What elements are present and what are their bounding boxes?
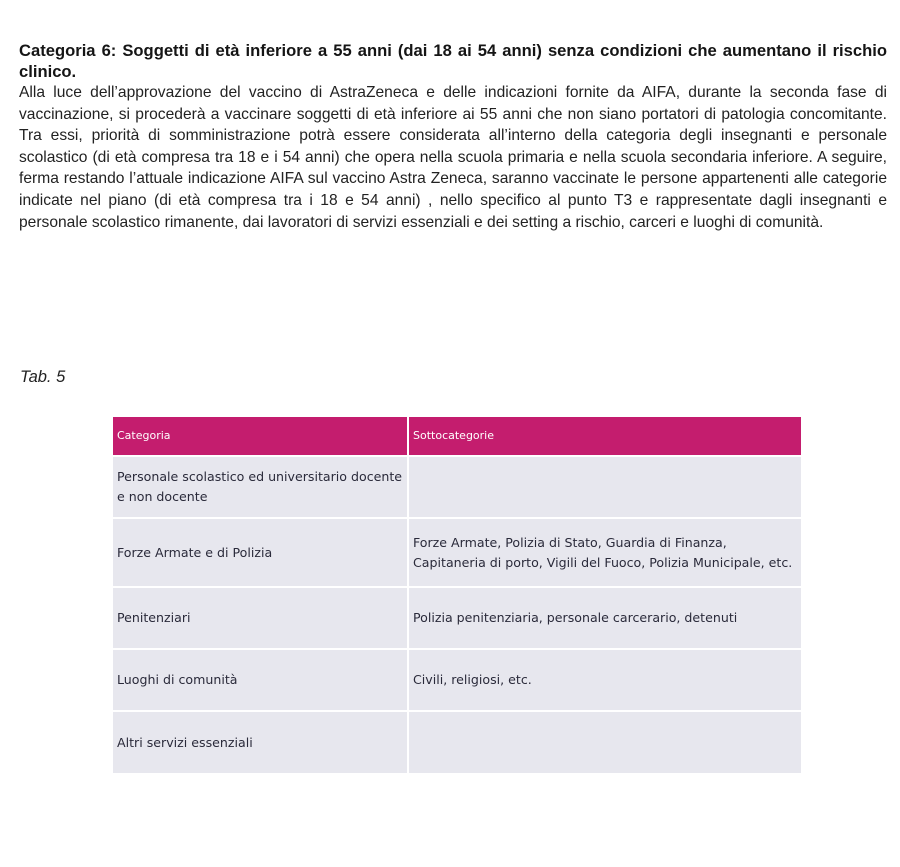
table-row	[113, 456, 801, 518]
table-row	[113, 711, 801, 773]
cell-sottocategorie: Forze Armate, Polizia di Stato, Guardia di Finanza, Capitaneria di porto, Vigili del Fuoco, Polizia Municipale, etc.	[408, 518, 801, 587]
table-header-row	[113, 417, 801, 456]
table-caption: Tab. 5	[20, 368, 66, 386]
section-heading: Categoria 6: Soggetti di età inferiore a 55 anni (dai 18 ai 54 anni) senza condizioni che aumentano il rischio clinico.	[19, 41, 887, 81]
column-header-categoria: Categoria	[113, 417, 408, 456]
cell-categoria: Luoghi di comunità	[113, 649, 408, 711]
document-body	[19, 40, 887, 233]
cell-sottocategorie	[408, 456, 801, 518]
section-paragraph: Alla luce dell’approvazione del vaccino di AstraZeneca e delle indicazioni fornite da AIFA, durante la seconda fase di vaccinazione, si procederà a vaccinare soggetti di età inferiore ai 55 anni che non siano portatori di patologia concomitante. Tra essi, priorità di somministrazione potrà essere considerata all’interno della categoria degli insegnanti e personale scolastico (di età compresa tra 18 e i 54 anni) che opera nella scuola primaria e nella scuola secondaria inferiore. A seguire, ferma restando l’attuale indicazione AIFA sul vaccino Astra Zeneca, saranno vaccinate le persone appartenenti alle categorie indicate nel piano (di età compresa tra i 18 e 54 anni) , nello specifico al punto T3 e rappresentate dagli insegnanti e personale scolastico rimanente, dai lavoratori di servizi essenziali e dei setting a rischio, carceri e luoghi di comunità.	[19, 84, 887, 231]
table-row	[113, 587, 801, 649]
cell-sottocategorie: Polizia penitenziaria, personale carcerario, detenuti	[408, 587, 801, 649]
cell-sottocategorie: Civili, religiosi, etc.	[408, 649, 801, 711]
cell-categoria: Forze Armate e di Polizia	[113, 518, 408, 587]
cell-categoria: Altri servizi essenziali	[113, 711, 408, 773]
cell-categoria: Personale scolastico ed universitario docente e non docente	[113, 456, 408, 518]
table-row	[113, 649, 801, 711]
categories-table-container	[113, 417, 801, 773]
cell-sottocategorie	[408, 711, 801, 773]
column-header-sottocategorie: Sottocategorie	[408, 417, 801, 456]
categories-table	[113, 417, 801, 773]
table-row	[113, 518, 801, 587]
cell-categoria: Penitenziari	[113, 587, 408, 649]
